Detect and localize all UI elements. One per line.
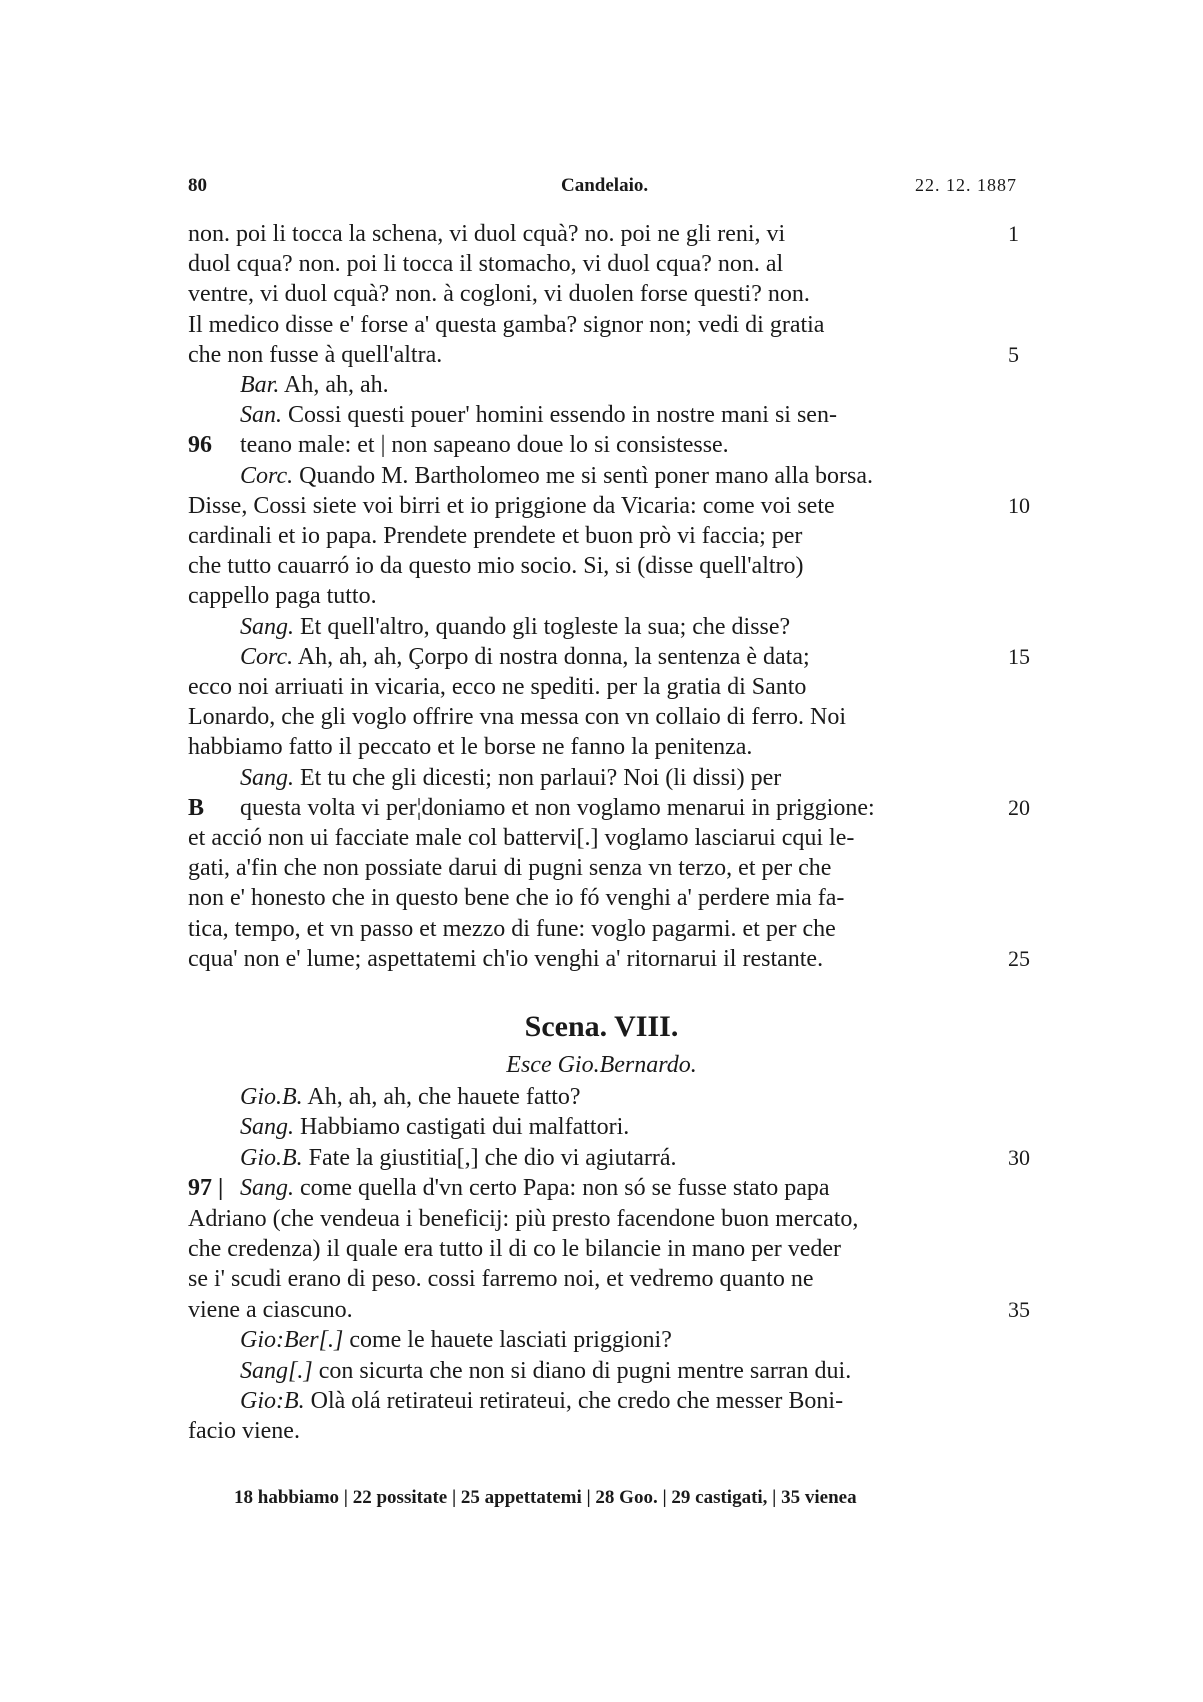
text-line [188, 1234, 1008, 1264]
speaker-label: Sang. [240, 764, 294, 791]
text-line [188, 1295, 1008, 1325]
line-text: che non fusse à quell'altra. [188, 341, 443, 368]
text-line [188, 370, 1008, 400]
line-text: questa volta vi per¦doniamo et non voglamo menarui in priggione: [240, 794, 875, 821]
line-text: Ah, ah, ah, Çorpo di nostra donna, la sentenza è data; [297, 643, 810, 670]
speaker-label: Gio:Ber[.] [240, 1327, 344, 1354]
speaker-label: Bar. [240, 372, 280, 398]
text-line [188, 310, 1008, 340]
line-text: cqua' non e' lume; aspettatemi ch'io venghi a' ritornarui il restante. [188, 945, 824, 972]
text-line [188, 944, 1008, 974]
text-line [188, 279, 1008, 309]
line-text: Lonardo, che gli voglo offrire vna messa con vn collaio di ferro. Noi [188, 704, 847, 731]
speaker-label: Sang. [240, 1175, 294, 1202]
text-line [188, 1325, 1008, 1355]
line-text: che tutto cauarró io da questo mio socio. Si, si (disse quell'altro) [188, 553, 804, 580]
line-text: non. poi li tocca la schena, vi duol cquà? no. poi ne gli reni, vi [188, 221, 786, 247]
text-line [188, 1204, 1008, 1234]
scene-subtitle: Esce Gio.Bernardo. [506, 1052, 697, 1078]
line-text: Disse, Cossi siete voi birri et io priggione da Vicaria: come voi sete [188, 492, 835, 519]
line-number: 1 [1008, 221, 1019, 246]
line-text: cardinali et io papa. Prendete prendete et buon prò vi faccia; per [188, 523, 803, 549]
text-line [188, 551, 1008, 581]
text-line [188, 491, 1008, 521]
text-line [188, 1386, 1008, 1416]
text-line [188, 461, 1008, 491]
line-text: teano male: et | non sapeano doue lo si consistesse. [240, 432, 729, 459]
text-line [188, 400, 1008, 430]
text-line [188, 1416, 1008, 1446]
line-text: viene a ciascuno. [188, 1296, 353, 1323]
line-text: come quella d'vn certo Papa: non só se fusse stato papa [300, 1175, 830, 1202]
line-text: duol cqua? non. poi li tocca il stomacho, vi duol cqua? non. al [188, 251, 784, 278]
line-number: 5 [1008, 341, 1019, 367]
speaker-label: Gio:B. [240, 1388, 305, 1414]
line-text: Adriano (che vendeua i beneficij: più presto facendone buon mercato, [188, 1205, 859, 1232]
text-line [188, 672, 1008, 702]
line-number: 10 [1008, 492, 1030, 518]
text-line [188, 430, 1008, 460]
text-line [188, 1173, 1008, 1203]
line-number: 20 [1008, 794, 1030, 820]
line-text: tica, tempo, et vn passo et mezzo di fune: voglo pagarmi. et per che [188, 915, 836, 942]
line-text: facio viene. [188, 1418, 300, 1445]
text-line [188, 1082, 1008, 1112]
speaker-label: Corc. [240, 643, 294, 670]
text-line [188, 581, 1008, 611]
speaker-label: Sang. [240, 613, 294, 640]
line-text: Et quell'altro, quando gli togleste la sua; che disse? [300, 613, 791, 640]
line-text: Il medico disse e' forse a' questa gamba? signor non; vedi di gratia [188, 311, 825, 338]
line-text: con sicurta che non si diano di pugni mentre sarran dui. [318, 1357, 852, 1384]
speaker-label: Sang. [240, 1114, 294, 1141]
line-text: Ah, ah, ah. [284, 372, 389, 398]
line-text: cappello paga tutto. [188, 583, 377, 610]
line-text: Quando M. Bartholomeo me si sentì poner mano alla borsa. [299, 462, 873, 489]
text-line [188, 612, 1008, 642]
text-line [188, 642, 1008, 672]
text-line [188, 853, 1008, 883]
line-text: habbiamo fatto il peccato et le borse ne fanno la penitenza. [188, 734, 753, 761]
speaker-label: Gio.B. [240, 1084, 303, 1110]
line-number: 35 [1008, 1296, 1030, 1322]
text-line [188, 1143, 1008, 1173]
text-line [188, 793, 1008, 823]
scene-title: Scena. VIII. [524, 1010, 679, 1043]
margin-reference: 96 [188, 432, 212, 459]
text-line [188, 249, 1008, 279]
margin-reference: B [188, 794, 205, 821]
text-line [188, 914, 1008, 944]
speaker-label: Sang[.] [240, 1357, 313, 1384]
margin-reference: 97 | [188, 1175, 224, 1202]
page-number: 80 [188, 175, 207, 196]
line-text: et acció non ui facciate male col battervi[.] voglamo lasciarui cqui le- [188, 825, 855, 851]
handwritten-date: 22. 12. 1887 [915, 175, 1017, 195]
line-number: 30 [1008, 1144, 1030, 1170]
line-text: Ah, ah, ah, che hauete fatto? [307, 1084, 581, 1110]
text-line [188, 1356, 1008, 1386]
line-text: ecco noi arriuati in vicaria, ecco ne spediti. per la gratia di Santo [188, 674, 807, 700]
text-line [188, 883, 1008, 913]
text-line [188, 732, 1008, 762]
text-line [188, 1112, 1008, 1142]
line-number: 25 [1008, 945, 1030, 971]
line-text: Fate la giustitia[,] che dio vi agiutarrá. [308, 1144, 677, 1171]
text-line [188, 702, 1008, 732]
speaker-label: San. [240, 402, 282, 429]
line-text: ventre, vi duol cquà? non. à cogloni, vi duolen forse questi? non. [188, 281, 810, 308]
text-line [188, 1264, 1008, 1294]
line-text: Cossi questi pouer' homini essendo in nostre mani si sen- [288, 402, 837, 429]
text-line [188, 521, 1008, 551]
footnotes: 18 habbiamo | 22 possitate | 25 appettatemi | 28 Goo. | 29 castigati, | 35 vienea [234, 1487, 857, 1508]
line-text: Olà olá retirateui retirateui, che credo che messer Boni- [310, 1388, 844, 1414]
line-text: Et tu che gli dicesti; non parlaui? Noi (li dissi) per [300, 764, 782, 791]
line-text: se i' scudi erano di peso. cossi farremo noi, et vedremo quanto ne [188, 1266, 814, 1293]
running-title: Candelaio. [561, 175, 649, 196]
line-text: non e' honesto che in questo bene che io fó venghi a' perdere mia fa- [188, 885, 845, 912]
text-line [188, 219, 1008, 249]
text-line [188, 340, 1008, 370]
speaker-label: Gio.B. [240, 1144, 303, 1171]
line-text: gati, a'fin che non possiate darui di pugni senza vn terzo, et per che [188, 855, 832, 882]
line-text: Habbiamo castigati dui malfattori. [300, 1114, 630, 1141]
line-number: 15 [1008, 643, 1030, 669]
speaker-label: Corc. [240, 462, 294, 489]
line-text: che credenza) il quale era tutto il di co le bilancie in mano per veder [188, 1236, 842, 1262]
line-text: come le hauete lasciati priggioni? [349, 1327, 672, 1354]
text-line [188, 763, 1008, 793]
text-line [188, 823, 1008, 853]
